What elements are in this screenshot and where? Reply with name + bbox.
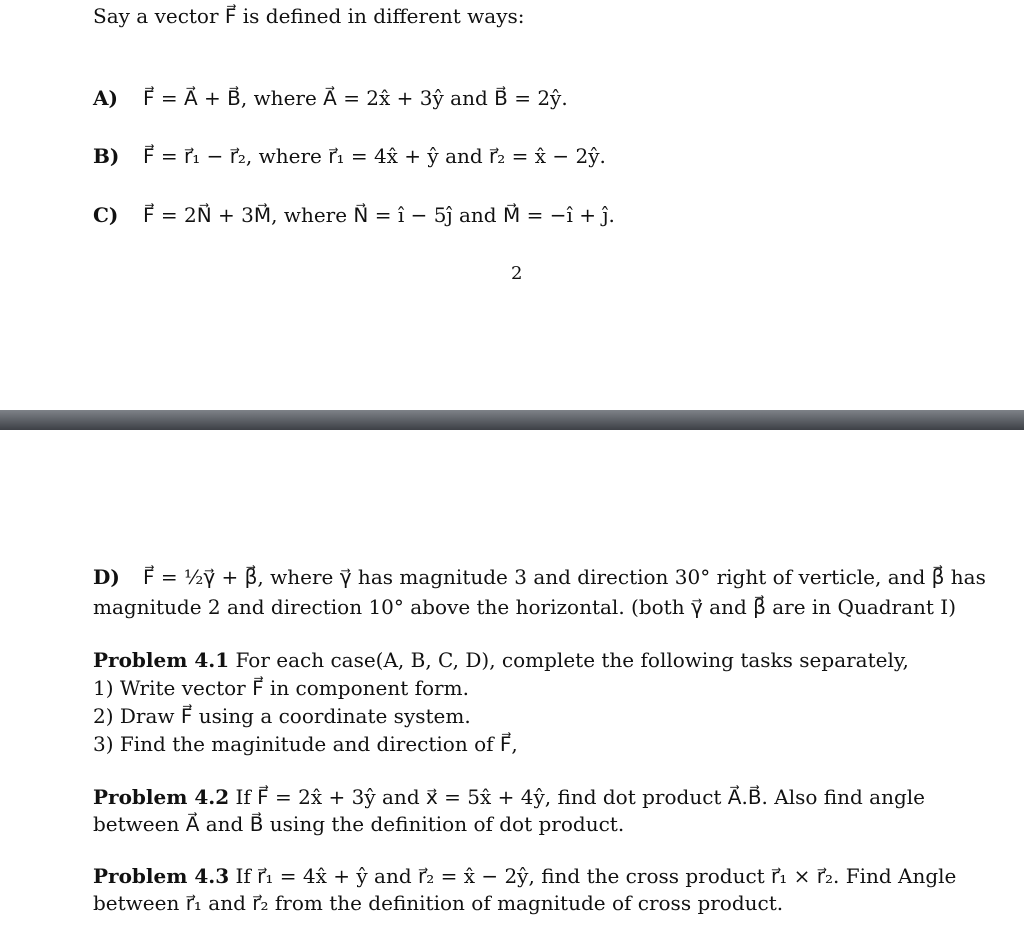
item-text: F⃗ = 2N⃗ + 3M⃗, where N⃗ = î − 5ĵ and M⃗ = −î + ĵ. [143,203,615,227]
item-a [93,86,568,110]
item-d-line1 [93,565,986,589]
intro-line: Say a vector F⃗ is defined in different ways: [93,4,525,28]
problem-text: For each case(A, B, C, D), complete the following tasks separately, [229,648,909,672]
item-text: F⃗ = ½γ⃗ + β⃗, where γ⃗ has magnitude 3 and direction 30° right of verticle, and β⃗ has [143,565,986,589]
problem-text: If r⃗₁ = 4x̂ + ŷ and r⃗₂ = x̂ − 2ŷ, find the cross product r⃗₁ × r⃗₂. Find Angle [229,864,957,888]
problem-text: If F⃗ = 2x̂ + 3ŷ and x⃗ = 5x̂ + 4ŷ, find dot product A⃗.B⃗. Also find angle [229,785,925,809]
item-text: F⃗ = A⃗ + B⃗, where A⃗ = 2x̂ + 3ŷ and B⃗ = 2ŷ. [143,86,568,110]
page-number: 2 [511,263,523,284]
item-label: A) [93,86,118,110]
problem-4-3-line1 [93,864,956,888]
problem-4-3-line2: between r⃗₁ and r⃗₂ from the definition of magnitude of cross product. [93,891,784,915]
problem-title: Problem 4.2 [93,785,230,809]
problem-title: Problem 4.3 [93,864,230,888]
item-label: C) [93,203,119,227]
problem-4-2-line1 [93,785,925,809]
item-label: D) [93,565,120,589]
problem-title: Problem 4.1 [93,648,230,672]
page-divider [0,410,1024,430]
task-3: 3) Find the maginitude and direction of F⃗, [93,732,518,756]
item-c [93,203,615,227]
item-b [93,144,606,168]
task-2: 2) Draw F⃗ using a coordinate system. [93,704,471,728]
task-1: 1) Write vector F⃗ in component form. [93,676,469,700]
problem-4-1-header [93,648,909,672]
item-text: F⃗ = r⃗₁ − r⃗₂, where r⃗₁ = 4x̂ + ŷ and r⃗₂ = x̂ − 2ŷ. [143,144,606,168]
item-label: B) [93,144,120,168]
item-d-line2: magnitude 2 and direction 10° above the horizontal. (both γ⃗ and β⃗ are in Quadrant I) [93,595,957,619]
problem-4-2-line2: between A⃗ and B⃗ using the definition of dot product. [93,812,625,836]
